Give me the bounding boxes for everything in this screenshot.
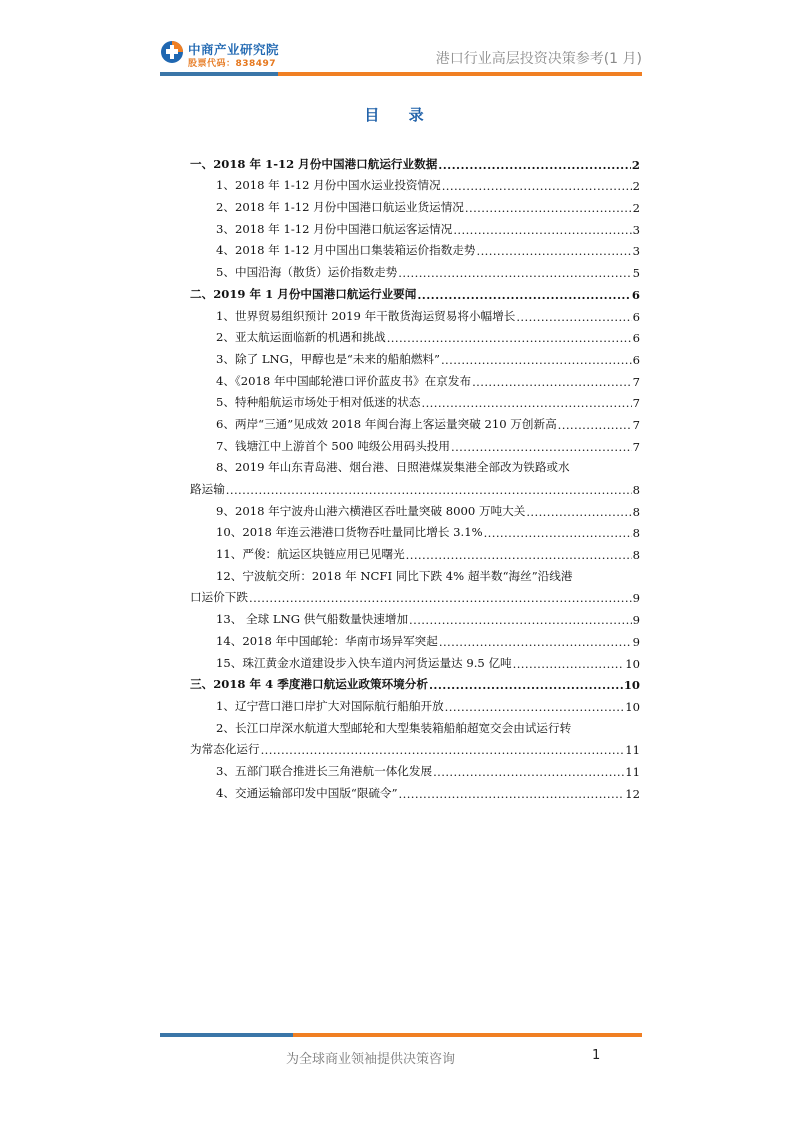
toc-entry-text: 2、亚太航运面临新的机遇和挑战 xyxy=(216,330,386,345)
toc-leader-dots xyxy=(399,787,625,801)
brand-stock-code: 股票代码：838497 xyxy=(188,59,277,69)
toc-leader-dots xyxy=(439,635,632,649)
toc-leader-dots xyxy=(433,765,624,779)
toc-entry[interactable] xyxy=(190,714,640,736)
toc-entry-text: 14、2018 年中国邮轮：华南市场异军突起 xyxy=(216,633,438,648)
toc-entry-page: 9 xyxy=(632,591,640,606)
company-logo xyxy=(160,38,290,70)
toc-entry-page: 5 xyxy=(632,266,640,281)
toc-entry-page: 8 xyxy=(632,504,640,519)
toc-entry-page: 7 xyxy=(632,439,640,454)
toc-entry-text: 12、宁波航交所：2018 年 NCFI 同比下跌 4% 超半数“海丝”沿线港 xyxy=(216,568,573,583)
toc-leader-dots xyxy=(516,310,631,324)
toc-entry-page: 6 xyxy=(632,331,640,346)
toc-entry[interactable] xyxy=(190,410,640,432)
toc-entry-text: 1、世界贸易组织预计 2019 年干散货海运贸易将小幅增长 xyxy=(216,308,516,323)
brand-name: 中商产业研究院 xyxy=(188,42,280,57)
toc-entry[interactable] xyxy=(190,649,640,671)
toc-entry-page: 3 xyxy=(632,222,640,237)
toc-entry-text: 1、辽宁营口港口岸扩大对国际航行船舶开放 xyxy=(216,698,444,713)
toc-entry[interactable] xyxy=(190,172,640,194)
toc-entry-page: 2 xyxy=(632,201,640,216)
page-number: 1 xyxy=(592,1048,601,1063)
toc-entry[interactable] xyxy=(190,692,640,714)
toc-leader-dots xyxy=(249,591,632,605)
toc-entry-text: 口运价下跌 xyxy=(190,590,248,605)
toc-entry-continuation[interactable] xyxy=(190,475,640,497)
toc-entry[interactable] xyxy=(190,324,640,346)
toc-entry-text: 5、中国沿海（散货）运价指数走势 xyxy=(216,265,398,280)
toc-entry-text: 为常态化运行 xyxy=(190,742,260,757)
toc-entry[interactable] xyxy=(190,345,640,367)
footer-divider xyxy=(160,1033,642,1037)
toc-section[interactable] xyxy=(190,671,640,693)
toc-leader-dots xyxy=(409,613,632,627)
toc-entry-page: 7 xyxy=(632,417,640,432)
toc-leader-dots xyxy=(465,201,632,215)
toc-entry[interactable] xyxy=(190,454,640,476)
toc-section[interactable] xyxy=(190,280,640,302)
toc-entry-page: 7 xyxy=(632,374,640,389)
toc-entry-text: 15、珠江黄金水道建设步入快车道内河货运量达 9.5 亿吨 xyxy=(216,655,512,670)
toc-entry-page: 12 xyxy=(625,786,640,801)
toc-leader-dots xyxy=(558,418,632,432)
toc-leader-dots xyxy=(226,483,632,497)
toc-entry-page: 8 xyxy=(632,548,640,563)
toc-leader-dots xyxy=(438,158,631,172)
toc-entry-page: 6 xyxy=(632,309,640,324)
toc-leader-dots xyxy=(421,396,631,410)
toc-entry-page: 6 xyxy=(631,287,640,302)
table-of-contents xyxy=(190,150,640,801)
toc-entry-text: 4、交通运输部印发中国版“限硫令” xyxy=(216,785,398,800)
toc-leader-dots xyxy=(406,548,632,562)
toc-entry-page: 11 xyxy=(625,743,640,758)
report-title: 港口行业高层投资决策参考(1 月) xyxy=(435,51,642,67)
toc-entry-text: 10、2018 年连云港港口货物吞吐量同比增长 3.1% xyxy=(216,525,483,540)
toc-entry-text: 2、2018 年 1-12 月份中国港口航运业货运情况 xyxy=(216,200,464,215)
toc-entry[interactable] xyxy=(190,302,640,324)
toc-entry-page: 6 xyxy=(632,352,640,367)
toc-leader-dots xyxy=(513,657,625,671)
toc-entry-text: 6、两岸“三通”见成效 2018 年闽台海上客运量突破 210 万创新高 xyxy=(216,416,557,431)
toc-entry-text: 3、2018 年 1-12 月份中国港口航运客运情况 xyxy=(216,221,453,236)
toc-entry-page: 3 xyxy=(632,244,640,259)
toc-entry[interactable] xyxy=(190,432,640,454)
toc-entry-text: 3、五部门联合推进长三角港航一体化发展 xyxy=(216,763,433,778)
toc-leader-dots xyxy=(451,440,632,454)
toc-entry[interactable] xyxy=(190,367,640,389)
page-header xyxy=(160,36,642,76)
toc-entry[interactable] xyxy=(190,627,640,649)
toc-leader-dots xyxy=(477,244,632,258)
toc-leader-dots xyxy=(417,288,631,302)
toc-leader-dots xyxy=(484,526,632,540)
toc-entry[interactable] xyxy=(190,497,640,519)
toc-heading: 目 录 xyxy=(364,106,436,124)
toc-entry-text: 路运输 xyxy=(190,482,225,496)
toc-leader-dots xyxy=(398,266,631,280)
toc-entry-page: 8 xyxy=(632,483,640,497)
toc-leader-dots xyxy=(442,179,632,193)
toc-entry[interactable] xyxy=(190,193,640,215)
toc-entry-text: 三、2018 年 4 季度港口航运业政策环境分析 xyxy=(190,677,428,692)
toc-leader-dots xyxy=(472,375,632,389)
toc-entry-page: 10 xyxy=(625,699,640,714)
toc-leader-dots xyxy=(526,505,631,519)
toc-section[interactable] xyxy=(190,150,640,172)
toc-entry-text: 5、特种船航运市场处于相对低迷的状态 xyxy=(216,395,421,410)
toc-entry[interactable] xyxy=(190,779,640,801)
toc-entry-page: 10 xyxy=(625,656,640,671)
toc-entry-continuation[interactable] xyxy=(190,584,640,606)
toc-entry-page: 10 xyxy=(623,678,640,693)
toc-leader-dots xyxy=(429,678,623,692)
toc-entry-text: 4、《2018 年中国邮轮港口评价蓝皮书》在京发布 xyxy=(216,373,472,388)
footer-slogan: 为全球商业领袖提供决策咨询 xyxy=(286,1052,456,1067)
toc-entry[interactable] xyxy=(190,540,640,562)
toc-entry-page: 7 xyxy=(632,396,640,411)
toc-entry-page: 9 xyxy=(632,634,640,649)
toc-entry-page: 11 xyxy=(625,764,640,779)
toc-entry-text: 3、除了 LNG，甲醇也是“未来的船舶燃料” xyxy=(216,351,440,366)
toc-leader-dots xyxy=(387,331,632,345)
toc-entry-page: 8 xyxy=(632,526,640,541)
toc-entry[interactable] xyxy=(190,237,640,259)
toc-entry[interactable] xyxy=(190,389,640,411)
toc-entry-text: 8、2019 年山东青岛港、烟台港、日照港煤炭集港全部改为铁路或水 xyxy=(216,460,570,475)
toc-leader-dots xyxy=(453,223,631,237)
toc-entry-text: 二、2019 年 1 月份中国港口航运行业要闻 xyxy=(190,286,417,301)
toc-entry-text: 2、长江口岸深水航道大型邮轮和大型集装箱船舶超宽交会由试运行转 xyxy=(216,720,572,735)
toc-entry-text: 一、2018 年 1-12 月份中国港口航运行业数据 xyxy=(190,156,438,171)
toc-entry-text: 9、2018 年宁波舟山港六横港区吞吐量突破 8000 万吨大关 xyxy=(216,503,526,518)
toc-entry-page: 9 xyxy=(632,613,640,628)
toc-entry-text: 13、 全球 LNG 供气船数量快速增加 xyxy=(216,612,409,627)
toc-entry-text: 4、2018 年 1-12 月中国出口集装箱运价指数走势 xyxy=(216,243,476,258)
header-divider xyxy=(160,72,642,76)
toc-entry-page: 2 xyxy=(632,179,640,194)
toc-entry-text: 1、2018 年 1-12 月份中国水运业投资情况 xyxy=(216,178,441,193)
toc-entry[interactable] xyxy=(190,562,640,584)
toc-entry-text: 7、钱塘江中上游首个 500 吨级公用码头投用 xyxy=(216,438,450,453)
toc-leader-dots xyxy=(445,700,625,714)
logo-mark-icon xyxy=(160,40,184,64)
toc-entry[interactable] xyxy=(190,757,640,779)
toc-entry[interactable] xyxy=(190,258,640,280)
toc-entry[interactable] xyxy=(190,215,640,237)
toc-entry[interactable] xyxy=(190,519,640,541)
toc-entry[interactable] xyxy=(190,605,640,627)
toc-leader-dots xyxy=(441,353,632,367)
toc-entry-continuation[interactable] xyxy=(190,736,640,758)
toc-entry-text: 11、严俊：航运区块链应用已见曙光 xyxy=(216,547,405,562)
toc-leader-dots xyxy=(261,743,625,757)
toc-entry-page: 2 xyxy=(631,157,640,172)
